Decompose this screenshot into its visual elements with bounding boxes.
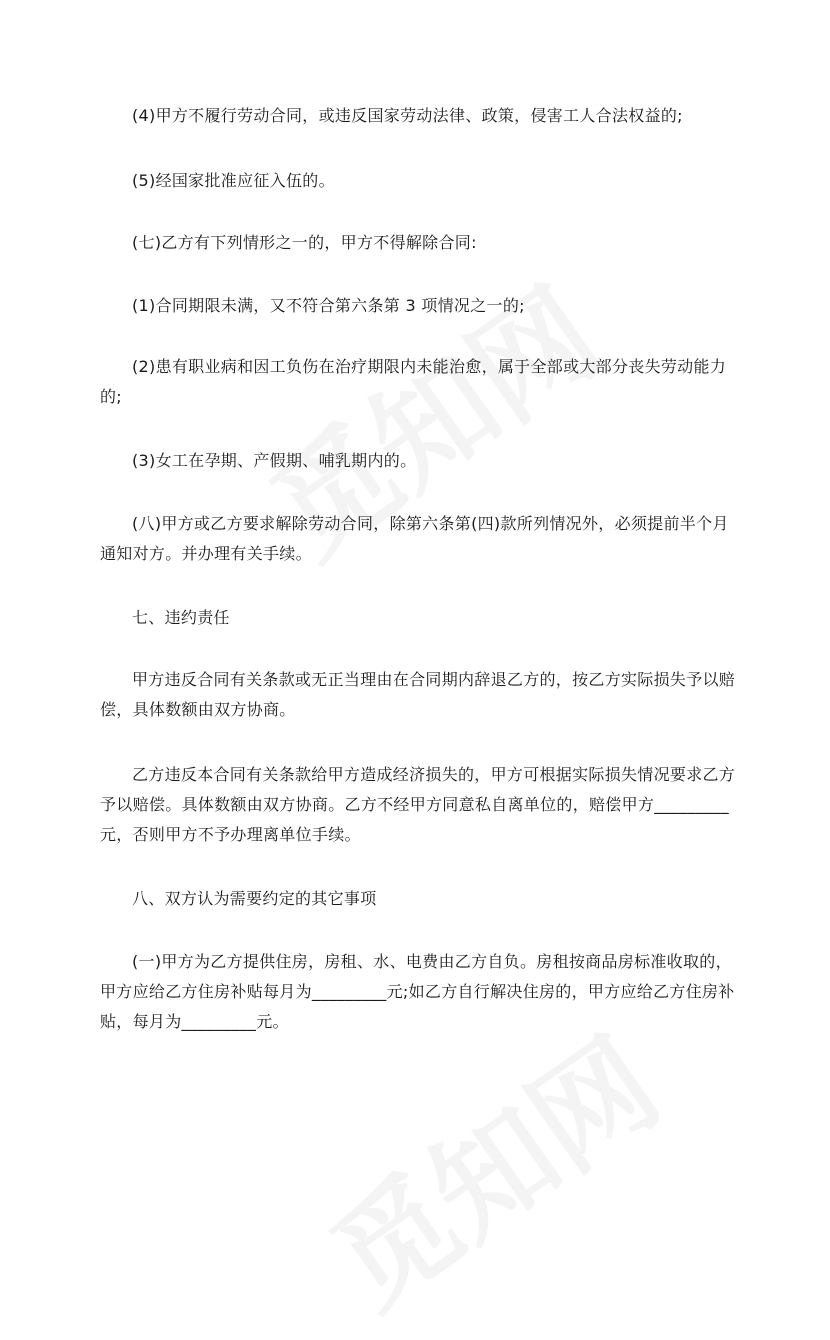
heading-other-matters: 八、双方认为需要约定的其它事项 xyxy=(132,889,377,908)
paragraph-housing: (一)甲方为乙方提供住房，房租、水、电费由乙方自负。房租按商品房标准收取的，甲方应给乙方住房补贴每月为_________元;如乙方自行解决住房的，甲方应给乙方住房补贴，每月为_________元。 xyxy=(100,952,735,1031)
paragraph-item-3: (3)女工在孕期、产假期、哺乳期内的。 xyxy=(132,451,417,470)
paragraph-section-7: (七)乙方有下列情形之一的，甲方不得解除合同: xyxy=(132,233,477,252)
paragraph-section-8: (八)甲方或乙方要求解除劳动合同，除第六条第(四)款所列情况外，必须提前半个月通知对方。并办理有关手续。 xyxy=(100,514,729,563)
paragraph-party-b-breach: 乙方违反本合同有关条款给甲方造成经济损失的，甲方可根据实际损失情况要求乙方予以赔偿。具体数额由双方协商。乙方不经甲方同意私自离单位的，赔偿甲方_________元，否则甲方不予办理离单位手续。 xyxy=(100,765,736,844)
heading-breach-liability: 七、违约责任 xyxy=(132,608,230,627)
paragraph-clause-4: (4)甲方不履行劳动合同，或违反国家劳动法律、政策，侵害工人合法权益的; xyxy=(132,106,683,125)
paragraph-clause-5: (5)经国家批准应征入伍的。 xyxy=(132,171,335,190)
watermark-text-bottom xyxy=(293,992,687,1339)
paragraph-item-2: (2)患有职业病和因工负伤在治疗期限内未能治愈，属于全部或大部分丧失劳动能力的; xyxy=(100,357,727,406)
paragraph-item-1: (1)合同期限未满，又不符合第六条第 3 项情况之一的; xyxy=(132,296,525,315)
paragraph-party-a-breach: 甲方违反合同有关条款或无正当理由在合同期内辞退乙方的，按乙方实际损失予以赔偿，具体数额由双方协商。 xyxy=(100,670,736,719)
